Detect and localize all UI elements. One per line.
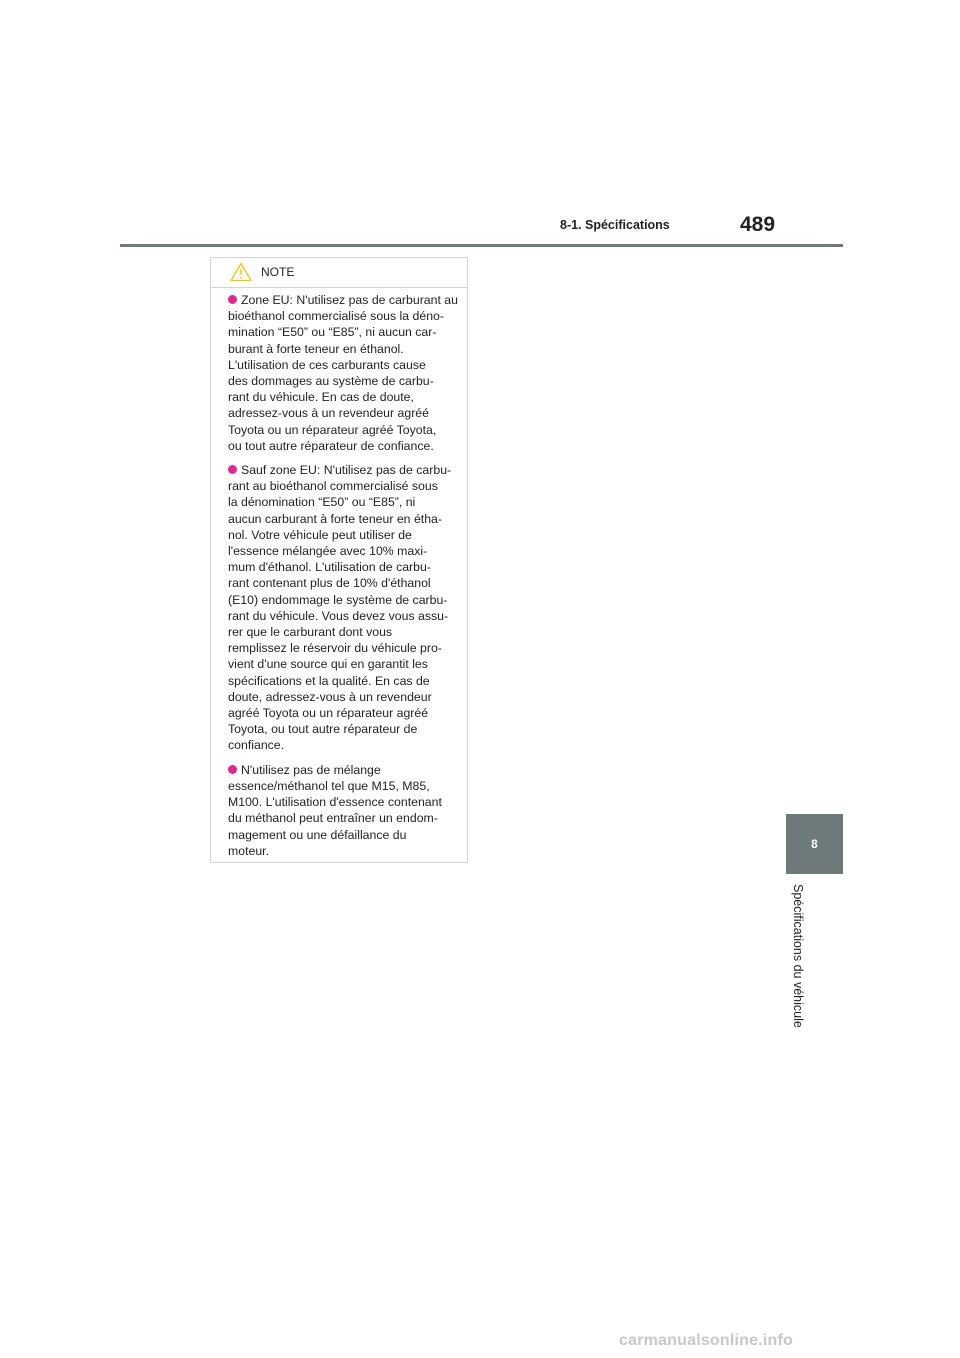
header-rule: [120, 244, 843, 247]
note-line: bioéthanol commercialisé sous la déno-: [228, 309, 444, 324]
note-line: magement ou une défaillance du: [228, 827, 407, 842]
header-section-title: 8-1. Spécifications: [560, 218, 670, 232]
note-line: (E10) endommage le système de carbu-: [228, 592, 448, 607]
note-item: [228, 462, 461, 754]
note-line: remplissez le réservoir du véhicule pro-: [228, 641, 442, 656]
note-line: L'utilisation de ces carburants cause: [228, 357, 426, 372]
note-header: [211, 258, 467, 288]
chapter-number: 8: [811, 837, 818, 851]
note-line: l'essence mélangée avec 10% maxi-: [228, 544, 428, 559]
note-item-text: [228, 762, 461, 859]
chapter-label: Spécifications du véhicule: [791, 884, 805, 1028]
note-line: vient d'une source qui en garantit les: [228, 657, 428, 672]
watermark: carmanualsonline.info: [619, 1332, 794, 1349]
page-number: 489: [740, 213, 776, 236]
note-box: [210, 257, 468, 863]
note-line: essence/méthanol tel que M15, M85,: [228, 778, 430, 793]
note-line: mination “E50” ou “E85”, ni aucun car-: [228, 325, 437, 340]
chapter-tab[interactable]: [786, 814, 843, 874]
bullet-icon: [228, 295, 237, 304]
note-line: rer que le carburant dont vous: [228, 625, 393, 640]
note-line: mum d'éthanol. L'utilisation de carbu-: [228, 560, 431, 575]
note-line: ou tout autre réparateur de confiance.: [228, 438, 434, 453]
note-items: [211, 292, 467, 859]
note-line: Toyota, ou tout autre réparateur de: [228, 722, 418, 737]
note-line: agréé Toyota ou un réparateur agréé: [228, 706, 429, 721]
note-line: N'utilisez pas de mélange: [241, 762, 381, 777]
note-line: la dénomination “E50” ou “E85”, ni: [228, 495, 416, 510]
note-line: rant du véhicule. En cas de doute,: [228, 390, 414, 405]
note-item-text: [228, 462, 461, 754]
warning-triangle-icon: [230, 262, 252, 282]
note-line: Toyota ou un réparateur agréé Toyota,: [228, 422, 437, 437]
note-line: rant du véhicule. Vous devez vous assu-: [228, 608, 449, 623]
note-item: [228, 762, 461, 859]
note-line: Sauf zone EU: N'utilisez pas de carbu-: [241, 463, 452, 478]
note-line: rant au bioéthanol commercialisé sous: [228, 479, 438, 494]
note-line: adressez-vous à un revendeur agréé: [228, 406, 429, 421]
note-line: burant à forte teneur en éthanol.: [228, 341, 404, 356]
note-line: aucun carburant à forte teneur en étha-: [228, 511, 442, 526]
note-line: des dommages au système de carbu-: [228, 374, 434, 389]
note-line: doute, adressez-vous à un revendeur: [228, 689, 432, 704]
note-line: spécifications et la qualité. En cas de: [228, 673, 430, 688]
note-title: NOTE: [261, 265, 295, 279]
note-item-text: [228, 292, 461, 454]
note-item: [228, 292, 461, 454]
bullet-icon: [228, 465, 237, 474]
note-line: du méthanol peut entraîner un endom-: [228, 811, 438, 826]
note-line: nol. Votre véhicule peut utiliser de: [228, 527, 412, 542]
note-line: confiance.: [228, 738, 285, 753]
note-line: moteur.: [228, 843, 270, 858]
bullet-icon: [228, 765, 237, 774]
note-line: rant contenant plus de 10% d'éthanol: [228, 576, 431, 591]
note-line: M100. L'utilisation d'essence contenant: [228, 795, 442, 810]
note-line: Zone EU: N'utilisez pas de carburant au: [241, 293, 458, 307]
